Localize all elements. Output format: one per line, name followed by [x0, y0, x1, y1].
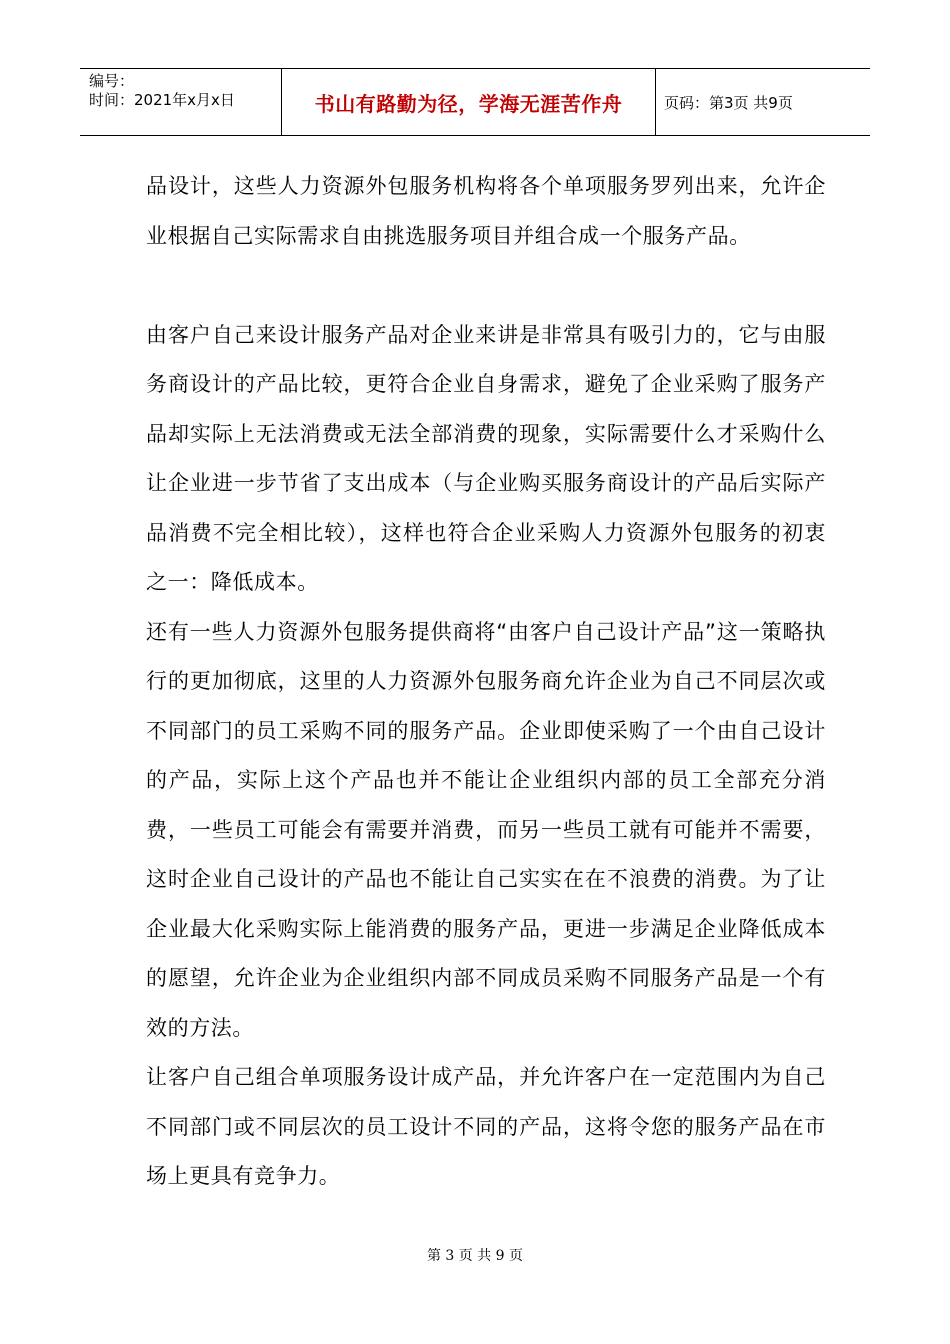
document-number-label: 编号： [89, 72, 135, 90]
paragraph-spacer [146, 261, 826, 311]
document-header [80, 68, 870, 136]
header-meta-cell [80, 69, 282, 135]
header-page-label: 页码：第3页 共9页 [664, 93, 793, 112]
page-footer: 第 3 页 共 9 页 [426, 1248, 524, 1264]
header-page-cell [656, 69, 870, 135]
document-body [146, 162, 826, 1202]
header-motto-cell [282, 69, 656, 135]
paragraph-4: 让客户自己组合单项服务设计成产品，并允许客户在一定范围内为自己不同部门或不同层次的员工设计不同的产品，这将令您的服务产品在市场上更具有竞争力。 [146, 1065, 826, 1188]
paragraph-2: 由客户自己来设计服务产品对企业来讲是非常具有吸引力的，它与由服务商设计的产品比较，更符合企业自身需求，避免了企业采购了服务产品却实际上无法消费或无法全部消费的现象，实际需要什么才采购什么让企业进一步节省了支出成本（与企业购买服务商设计的产品后实际产品消费不完全相比较），这样也符合企业采购人力资源外包服务的初衷之一：降低成本。 [146, 322, 826, 594]
paragraph-3: 还有一些人力资源外包服务提供商将“由客户自己设计产品”这一策略执行的更加彻底，这里的人力资源外包服务商允许企业为自己不同层次或不同部门的员工采购不同的服务产品。企业即使采购了一个由自己设计的产品，实际上这个产品也并不能让企业组织内部的员工全部充分消费，一些员工可能会有需要并消费，而另一些员工就有可能并不需要，这时企业自己设计的产品也不能让自己实实在在不浪费的消费。为了让企业最大化采购实际上能消费的服务产品，更进一步满足企业降低成本的愿望，允许企业为企业组织内部不同成员采购不同服务产品是一个有效的方法。 [146, 619, 826, 1040]
paragraph-1: 品设计，这些人力资源外包服务机构将各个单项服务罗列出来，允许企业根据自己实际需求自由挑选服务项目并组合成一个服务产品。 [146, 174, 826, 248]
header-motto: 书山有路勤为径，学海无涯苦作舟 [314, 91, 623, 116]
document-time-label: 时间：2021年x月x日 [89, 91, 235, 109]
